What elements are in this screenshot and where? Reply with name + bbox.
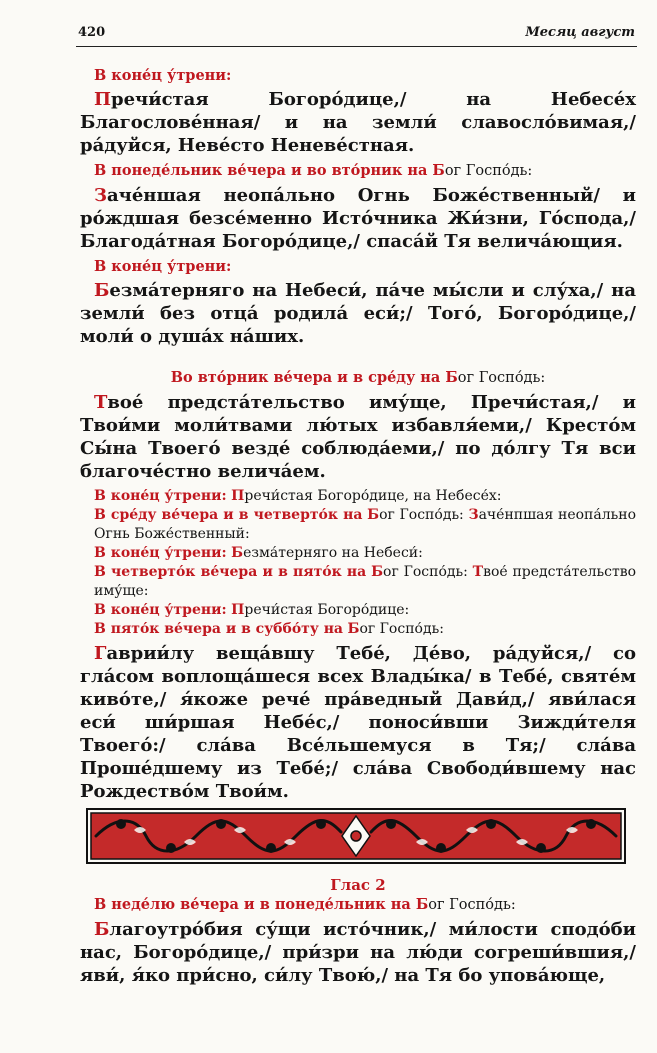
rubric-tuesday-evening: [80, 368, 636, 388]
cue-text: аче́нпшая неопа́льно Огнь Боже́ственный:: [94, 507, 636, 542]
rubric-initial: Б: [415, 896, 429, 913]
hymn-text: вое́ предста́тельство иму́ще, Пречи́стая,/ и Твои́ми моли́твами лю́тых избавля́еми,/ Кресто́м Сы́на Твоего́ везде́ соблюда́еми,/ по до́лгу Тя вси благочéстно велича́ем.: [80, 392, 636, 482]
ornamental-divider: [86, 808, 626, 864]
hymn-prechistaya: [80, 88, 636, 157]
tone-2-section: [80, 876, 636, 991]
red-initial: П: [231, 488, 245, 504]
red-initial: З: [468, 507, 479, 523]
rubric-text: В пято́к ве́чера и в суббо́ту на: [94, 621, 344, 637]
rubric-black-text: ог Госпо́дь:: [457, 370, 546, 386]
tone-heading: Глас 2: [330, 876, 386, 894]
rubric-text: В четверто́к ве́чера и в пято́к на: [94, 564, 367, 580]
cue-line-2: [80, 506, 636, 544]
page-number: 420: [78, 25, 106, 40]
cue-text: езма́терняго на Небеси́:: [243, 545, 423, 561]
rubric-black-text: ог Госпо́дь:: [444, 163, 533, 179]
red-initial: П: [94, 89, 111, 110]
hymn-blagoutrobiya: [80, 918, 636, 987]
page-header: [76, 22, 637, 47]
rubric-text: В коне́ц у́трени:: [94, 545, 227, 561]
cue-text: ог Госпо́дь:: [359, 621, 444, 637]
red-initial: З: [94, 185, 107, 206]
red-initial: Б: [94, 919, 110, 940]
rubric-monday-evening: [80, 161, 636, 181]
page-body: [80, 66, 636, 826]
rubric-sunday-evening: [80, 895, 636, 915]
rubric-text: В сре́ду ве́чера и в четверто́к на: [94, 507, 363, 523]
red-initial: Б: [371, 564, 384, 580]
red-initial: П: [231, 602, 245, 618]
rubric-black-text: ог Госпо́дь:: [428, 897, 516, 913]
hymn-text: езма́терняго на Небеси́, па́че мы́сли и слу́ха,/ на земли́ без отца́ родила́ еси́;/ Того́, Богоро́дице,/ моли́ о душа́х на́ших.: [80, 280, 636, 347]
rubric-text: В коне́ц у́трени:: [94, 602, 227, 618]
cue-text: ог Госпо́дь:: [383, 564, 468, 580]
rubric-text: В понеде́льник ве́чера и во вто́рник на: [94, 162, 428, 179]
cue-text: вое́ предста́тельство иму́ще:: [94, 564, 637, 599]
cue-line-1: [80, 487, 636, 506]
rubric-end-of-matins: В коне́ц у́трени:: [94, 258, 232, 275]
rubric-text: Во вто́рник ве́чера и в сре́ду на: [170, 369, 441, 386]
red-initial: Б: [231, 545, 244, 561]
rubric-initial: Б: [445, 369, 458, 386]
red-initial: Т: [94, 392, 108, 413]
cue-text: речи́стая Богоро́дице, на Небесе́х:: [244, 488, 502, 504]
hymn-bezmaternyago: [80, 279, 636, 348]
red-initial: Б: [94, 280, 110, 301]
running-title: Месяц август: [525, 25, 635, 40]
cue-line-4: [80, 563, 636, 601]
hymn-gavriilu: [80, 642, 636, 803]
hymn-zachenshaya: [80, 184, 636, 253]
hymn-text: аче́ншая неопа́льно Огнь Боже́ственный/ и ро́ждшая безсе́менно Исто́чника Жи́зни, Го́спода,/ Благода́тная Богоро́дице,/ спаса́й Тя велича́ющия.: [80, 185, 636, 252]
cue-text: речи́стая Богоро́дице:: [244, 602, 410, 618]
rubric-text: В неде́лю ве́чера и в понеде́льник на: [94, 896, 411, 913]
hymn-text: лагоутро́бия су́щи исто́чник,/ ми́лости сподо́би нас, Богоро́дице,/ при́зри на лю́ди согреши́вшия,/ яви́, я́ко при́сно, си́лу Твою́,/ на Тя бо упова́юще,: [80, 919, 636, 986]
red-initial: Б: [347, 621, 360, 637]
rubric-text: В коне́ц у́трени:: [94, 488, 227, 504]
cue-line-6: [80, 620, 636, 639]
cue-text: ог Госпо́дь:: [379, 507, 464, 523]
hymn-tvoe-predstatelstvo: [80, 391, 636, 483]
red-initial: Т: [472, 564, 484, 580]
rubric-initial: Б: [432, 162, 445, 179]
cue-line-3: [80, 544, 636, 563]
hymn-text: аврии́лу веща́вшу Тебе́, Де́во, ра́дуйся,/ со гла́сом воплоща́шеся всех Влады́ка/ в Тебе́, святе́м киво́те,/ я́коже рече́ пра́ведный Дави́д,/ яви́лася еси́ ши́ршая Небе́с,/ поноси́вши Зижди́теля Твоего́:/ сла́ва Все́льшемуся в Тя;/ сла́ва Проше́дшему из Тебе́;/ сла́ва Свободи́вшему нас Рождество́м Твои́м.: [80, 643, 636, 802]
hymn-text: речи́стая Богоро́дице,/ на Небесе́х Благослове́нная/ и на земли́ славосло́вимая,/ ра́дуйся, Неве́сто Неневе́стная.: [80, 89, 636, 156]
red-initial: Б: [367, 507, 380, 523]
rubric-end-of-matins: В коне́ц у́трени:: [94, 67, 232, 84]
red-initial: Г: [94, 643, 107, 664]
cue-line-5: [80, 601, 636, 620]
